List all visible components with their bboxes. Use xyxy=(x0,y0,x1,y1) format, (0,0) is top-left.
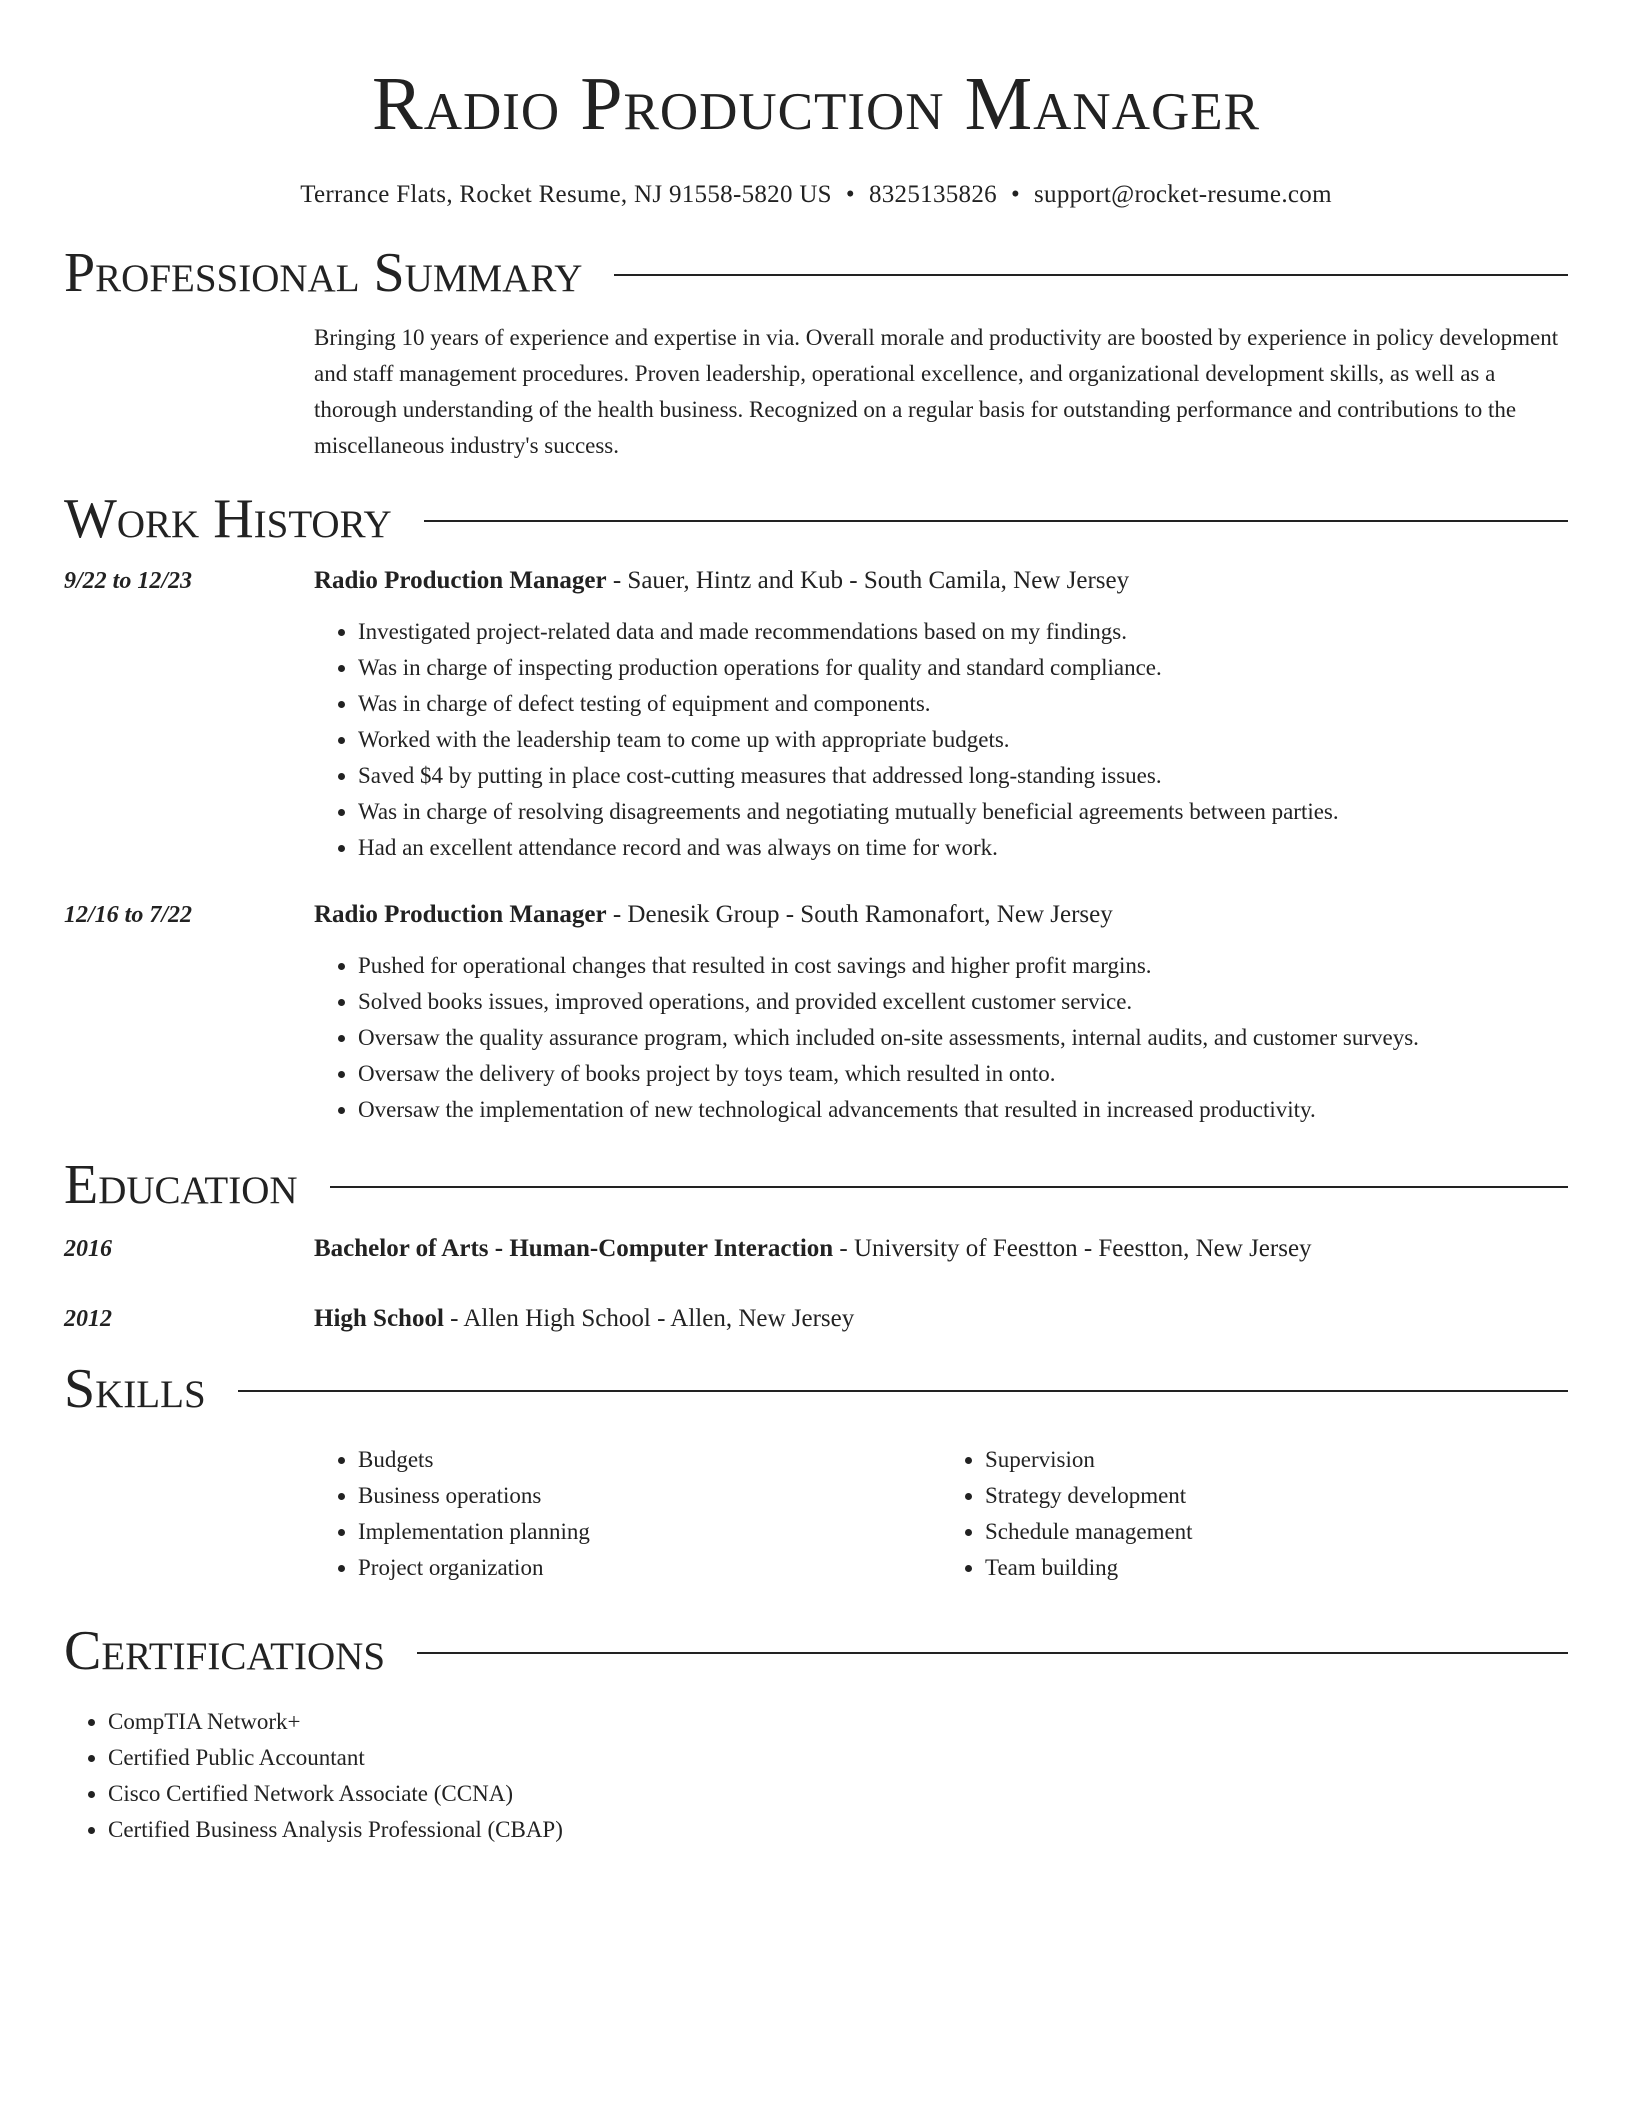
skills-section-header xyxy=(64,1354,1568,1424)
list-item: • Solved books issues, improved operations, and provided excellent customer service. xyxy=(358,984,1568,1020)
summary-heading: Professional Summary xyxy=(64,242,583,304)
section-divider xyxy=(424,520,1568,522)
section-divider xyxy=(417,1652,1568,1654)
list-item: • Certified Public Accountant xyxy=(108,1740,1568,1776)
contact-phone: 8325135826 xyxy=(868,181,997,208)
contact-line xyxy=(64,178,1568,212)
list-item: • Schedule management xyxy=(985,1514,1568,1550)
contact-separator: • xyxy=(845,181,855,208)
education-entry xyxy=(64,1232,1568,1266)
education-title-line xyxy=(314,1302,1568,1336)
list-item: • Was in charge of inspecting production operations for quality and standard compliance. xyxy=(358,650,1568,686)
section-divider xyxy=(614,274,1568,276)
list-item: • Oversaw the delivery of books project by toys team, which resulted in onto. xyxy=(358,1056,1568,1092)
list-item: • Strategy development xyxy=(985,1478,1568,1514)
list-item: • Worked with the leadership team to come up with appropriate budgets. xyxy=(358,722,1568,758)
candidate-name: Radio Production Manager xyxy=(372,62,1260,146)
education-body xyxy=(314,1232,1568,1266)
education-school: - University of Feestton - Feestton, New Jersey xyxy=(833,1235,1312,1262)
education-heading: Education xyxy=(64,1154,298,1216)
job-employer: - Denesik Group - South Ramonafort, New Jersey xyxy=(606,901,1113,928)
contact-separator: • xyxy=(1010,181,1021,208)
job-entry xyxy=(64,898,1568,1128)
job-entry xyxy=(64,564,1568,866)
list-item: • Project organization xyxy=(358,1550,941,1586)
skills-heading: Skills xyxy=(64,1358,206,1420)
list-item: • Oversaw the implementation of new technological advancements that resulted in increased productivity. xyxy=(358,1092,1568,1128)
work-section-header xyxy=(64,484,1568,554)
education-entry xyxy=(64,1302,1568,1336)
list-item: • Team building xyxy=(985,1550,1568,1586)
work-heading: Work History xyxy=(64,488,392,550)
section-divider xyxy=(330,1186,1568,1188)
education-degree: Bachelor of Arts - Human-Computer Interaction xyxy=(314,1235,834,1262)
skills-list-left xyxy=(314,1442,941,1586)
education-school: - Allen High School - Allen, New Jersey xyxy=(443,1305,855,1332)
list-item: • Investigated project-related data and made recommendations based on my findings. xyxy=(358,614,1568,650)
list-item: • Cisco Certified Network Associate (CCNA) xyxy=(108,1776,1568,1812)
job-title-line xyxy=(314,898,1568,932)
summary-section-header xyxy=(64,238,1568,308)
contact-email: support@rocket-resume.com xyxy=(1034,181,1332,208)
list-item: • Pushed for operational changes that resulted in cost savings and higher profit margins. xyxy=(358,948,1568,984)
job-title: Radio Production Manager xyxy=(314,901,607,928)
education-degree: High School xyxy=(314,1305,444,1332)
job-title: Radio Production Manager xyxy=(314,567,607,594)
job-bullet-list xyxy=(314,614,1568,866)
education-year: 2012 xyxy=(64,1306,112,1332)
job-title-line xyxy=(314,564,1568,598)
certifications-section-header xyxy=(64,1616,1568,1686)
list-item: • Supervision xyxy=(985,1442,1568,1478)
education-section-header xyxy=(64,1150,1568,1220)
education-year: 2016 xyxy=(64,1236,112,1262)
skills-grid xyxy=(314,1442,1568,1586)
skills-list-right xyxy=(941,1442,1568,1586)
list-item: • Was in charge of defect testing of equipment and components. xyxy=(358,686,1568,722)
contact-address: Terrance Flats, Rocket Resume, NJ 91558-5820 US xyxy=(300,181,832,208)
list-item: • Saved $4 by putting in place cost-cutting measures that addressed long-standing issues. xyxy=(358,758,1568,794)
list-item: • Budgets xyxy=(358,1442,941,1478)
summary-text: Bringing 10 years of experience and expertise in via. Overall morale and productivity are boosted by experience in policy development and staff management procedures. Proven leadership, operational excellence, and organizational development skills, as well as a thorough understanding of the health business. Recognized on a regular basis for outstanding performance and contributions to the miscellaneous industry's success. xyxy=(314,325,1559,458)
job-dates: 9/22 to 12/23 xyxy=(64,568,193,594)
job-employer: - Sauer, Hintz and Kub - South Camila, New Jersey xyxy=(606,567,1130,594)
education-body xyxy=(314,1302,1568,1336)
list-item: • Had an excellent attendance record and was always on time for work. xyxy=(358,830,1568,866)
job-body xyxy=(314,564,1568,866)
list-item: • CompTIA Network+ xyxy=(108,1704,1568,1740)
section-divider xyxy=(238,1390,1568,1392)
list-item: • Was in charge of resolving disagreements and negotiating mutually beneficial agreements between parties. xyxy=(358,794,1568,830)
education-title-line xyxy=(314,1232,1568,1266)
job-bullet-list xyxy=(314,948,1568,1128)
certifications-heading: Certifications xyxy=(64,1620,386,1682)
list-item: • Certified Business Analysis Professional (CBAP) xyxy=(108,1812,1568,1848)
job-dates: 12/16 to 7/22 xyxy=(64,902,193,928)
job-body xyxy=(314,898,1568,1128)
list-item: • Implementation planning xyxy=(358,1514,941,1550)
certifications-list xyxy=(64,1704,1568,1848)
list-item: • Oversaw the quality assurance program, which included on-site assessments, internal audits, and customer surveys. xyxy=(358,1020,1568,1056)
list-item: • Business operations xyxy=(358,1478,941,1514)
